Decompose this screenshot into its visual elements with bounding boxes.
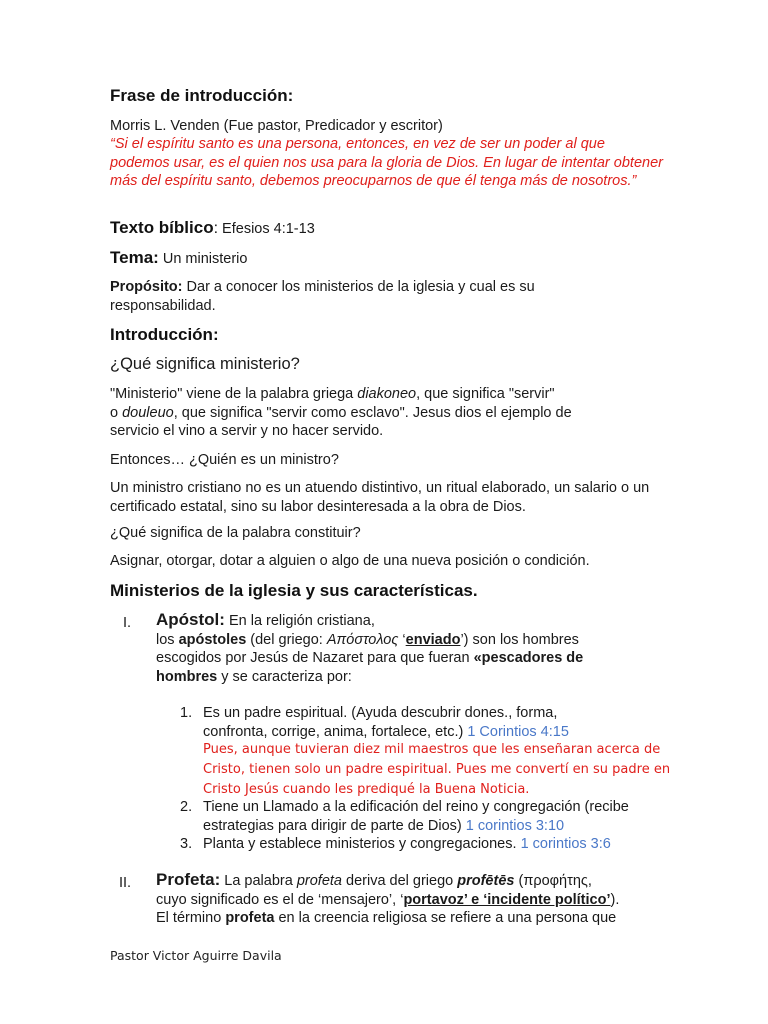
profeta-word-profeta: profeta (296, 873, 342, 889)
intro-author: Morris L. Venden (Fue pastor, Predicador y escritor) (110, 118, 443, 134)
apostol-pescadores: «pescadores de (473, 650, 584, 666)
apostol-item-1-ref[interactable]: 1 Corintios 4:15 (467, 723, 569, 740)
profeta-text-12: se refiere a una persona que (426, 910, 617, 926)
apostol-word-enviado: enviado (405, 631, 461, 648)
texto-label: Texto bíblico (110, 218, 214, 237)
apostol-text-9: escogidos por Jesús de Nazaret para que fueran (156, 650, 474, 666)
intro-heading: Frase de introducción: (110, 86, 294, 105)
apostol-item-1-text: Es un padre espiritual. (Ayuda descubrir dones., forma, confronta, corrige, anima, fortalece, etc.) (203, 705, 558, 740)
apostol-text-1: En la religión cristiana, (224, 613, 375, 629)
profeta-title: Profeta: (156, 870, 221, 889)
apostol-item-3-ref[interactable]: 1 corintios 3:6 (520, 836, 611, 852)
para1-text-c: , que significa "servir" (416, 386, 555, 402)
profeta-text-3: deriva del griego (341, 873, 458, 889)
profeta-text-8: ). (610, 891, 620, 908)
apostol-text-2: los (156, 631, 179, 648)
para1-text-a: "Ministerio" viene de la palabra griega (110, 386, 358, 402)
proposito (110, 278, 580, 315)
para1-text-d: o (110, 404, 123, 421)
apostol-item-1 (203, 704, 623, 741)
apostol-verse: Pues, aunque tuvieran diez mil maestros que les enseñaran acerca de Cristo, tienen solo un padre espiritual. Pues me convertí en su padre en Cristo Jesús cuando les prediqué la Buena Noticia. (203, 742, 671, 797)
apostol-item-2-text: Tiene un Llamado a la edificación del reino y congregación (recibe estrategias para dirigir de parte de Dios) (203, 799, 629, 834)
texto-biblico (110, 218, 315, 239)
profeta-block (156, 871, 666, 928)
introduccion-q2: Entonces… ¿Quién es un ministro? (110, 452, 339, 468)
apostol-greek: Απόστολος (326, 631, 399, 648)
texto-value: Efesios 4:1-13 (218, 221, 315, 237)
ministerios-heading: Ministerios de la iglesia y sus características. (110, 581, 478, 600)
apostol-text-12: y se caracteriza por: (217, 668, 352, 685)
apostol-item-2-ref[interactable]: 1 corintios 3:10 (465, 817, 565, 834)
introduccion-heading: Introducción: (110, 325, 219, 344)
tema-label: Tema: (110, 248, 159, 267)
profeta-text-6: cuyo significado es el de ‘mensajero’, ‘ (156, 891, 404, 908)
profeta-greek-translit: profētēs (457, 873, 515, 889)
apostol-numeral: I. (123, 615, 132, 631)
profeta-creencia: en la creencia religiosa (274, 910, 427, 926)
apostol-item-1-num: 1. (180, 705, 193, 721)
profeta-portavoz: portavoz’ e ‘incidente político’ (403, 891, 611, 908)
introduccion-para3: Asignar, otorgar, dotar a alguien o algo de una nueva posición o condición. (110, 553, 590, 569)
apostol-text-4: (del griego: (246, 631, 327, 648)
apostol-item-2 (203, 798, 643, 835)
apostol-block (156, 611, 656, 686)
introduccion-question: ¿Qué significa ministerio? (110, 355, 300, 373)
para1-word-douleuo: douleuo (122, 404, 174, 421)
profeta-word-profeta-bold: profeta (225, 910, 275, 926)
apostol-text-8: ’) son los hombres (460, 631, 579, 648)
profeta-numeral: II. (119, 875, 132, 891)
tema-value: Un ministerio (158, 251, 248, 267)
para1-word-diakoneo: diakoneo (357, 386, 417, 402)
apostol-text-6: ‘ (398, 631, 406, 648)
intro-quote: “Si el espíritu santo es una persona, entonces, en vez de ser un poder al que podemos usar, es el quien nos usa para la gloria de Dios. En lugar de intentar obtener más del espíritu santo, debemos preocuparnos de que él tenga más de nosotros.” (110, 136, 663, 189)
proposito-label: Propósito: (110, 279, 183, 295)
para1-text-f: , que significa "servir como esclavo". Jesus dios el ejemplo de servicio el vino a servir y no hacer servido. (110, 404, 572, 439)
tema (110, 248, 247, 269)
apostol-word-apostoles: apóstoles (178, 631, 247, 648)
apostol-item-3 (203, 835, 663, 854)
apostol-item-2-num: 2. (180, 799, 193, 815)
introduccion-para1 (110, 385, 610, 441)
proposito-value: Dar a conocer los ministerios de la iglesia y cual es su responsabilidad. (110, 279, 535, 314)
footer-author: Pastor Victor Aguirre Davila (110, 948, 282, 963)
profeta-greek: (προφήτης, (514, 873, 592, 889)
profeta-text-1: La palabra (220, 873, 297, 889)
introduccion-para2: Un ministro cristiano no es un atuendo distintivo, un ritual elaborado, un salario o un certificado estatal, sino su labor desinteresada a la obra de Dios. (110, 480, 650, 515)
apostol-hombres: hombres (156, 668, 218, 685)
apostol-item-3-text: Planta y establece ministerios y congregaciones. (203, 836, 521, 852)
profeta-text-9: El término (156, 910, 226, 926)
apostol-item-3-num: 3. (180, 836, 193, 852)
texto-sep: : (213, 220, 219, 237)
introduccion-q3: ¿Qué significa de la palabra constituir? (110, 525, 361, 541)
apostol-title: Apóstol: (156, 610, 225, 629)
